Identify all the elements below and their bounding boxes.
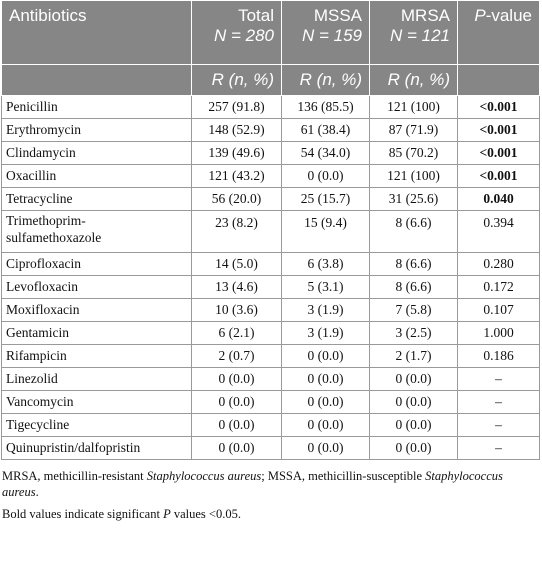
antibiotic-name: Penicillin — [2, 96, 192, 119]
footnote-species: Staphylococcus aureus — [2, 469, 503, 499]
antibiotic-name: Clindamycin — [2, 142, 192, 165]
mrsa-cell: 121 (100) — [370, 165, 458, 188]
header-sub-total: R (n, %) — [192, 65, 282, 96]
total-cell: 10 (3.6) — [192, 299, 282, 322]
table-row — [2, 345, 540, 368]
p-value-cell: 0.040 — [458, 188, 540, 211]
header-mrsa-label: MRSA — [400, 6, 450, 25]
p-value-cell: 0.107 — [458, 299, 540, 322]
footnote-text: . — [35, 485, 39, 499]
total-cell: 0 (0.0) — [192, 437, 282, 460]
mssa-cell: 0 (0.0) — [282, 391, 370, 414]
antibiotic-name: Levofloxacin — [2, 276, 192, 299]
p-value-cell: 1.000 — [458, 322, 540, 345]
mssa-cell: 25 (15.7) — [282, 188, 370, 211]
mrsa-cell: 0 (0.0) — [370, 437, 458, 460]
table-row — [2, 188, 540, 211]
total-cell: 6 (2.1) — [192, 322, 282, 345]
total-cell: 139 (49.6) — [192, 142, 282, 165]
antibiotic-name: Erythromycin — [2, 119, 192, 142]
mssa-cell: 136 (85.5) — [282, 96, 370, 119]
antibiotic-name: Linezolid — [2, 368, 192, 391]
mrsa-cell: 8 (6.6) — [370, 276, 458, 299]
table-row — [2, 211, 540, 253]
total-cell: 2 (0.7) — [192, 345, 282, 368]
p-value-cell: <0.001 — [458, 119, 540, 142]
mrsa-cell: 8 (6.6) — [370, 211, 458, 253]
total-cell: 56 (20.0) — [192, 188, 282, 211]
p-value-cell: – — [458, 368, 540, 391]
p-value-cell: 0.172 — [458, 276, 540, 299]
header-antibiotics: Antibiotics — [2, 1, 192, 65]
footnote-species: Staphylococcus aureus — [146, 469, 262, 483]
mrsa-cell: 85 (70.2) — [370, 142, 458, 165]
header-p-rest: -value — [485, 6, 532, 25]
header-sub-mssa: R (n, %) — [282, 65, 370, 96]
mrsa-cell: 0 (0.0) — [370, 368, 458, 391]
table-row — [2, 391, 540, 414]
header-mssa — [282, 1, 370, 65]
mssa-cell: 54 (34.0) — [282, 142, 370, 165]
antibiotic-name: Trimethoprim- sulfamethoxazole — [2, 211, 192, 253]
p-value-cell: 0.186 — [458, 345, 540, 368]
footnote-text: MRSA, methicillin-resistant — [2, 469, 147, 483]
mrsa-cell: 7 (5.8) — [370, 299, 458, 322]
header-mrsa — [370, 1, 458, 65]
antibiotic-name: Ciprofloxacin — [2, 253, 192, 276]
header-sub-p — [458, 65, 540, 96]
total-cell: 14 (5.0) — [192, 253, 282, 276]
p-value-cell: – — [458, 391, 540, 414]
mssa-cell: 61 (38.4) — [282, 119, 370, 142]
table-row — [2, 142, 540, 165]
table-header — [2, 1, 540, 96]
total-cell: 148 (52.9) — [192, 119, 282, 142]
mssa-cell: 3 (1.9) — [282, 322, 370, 345]
table-row — [2, 322, 540, 345]
header-total-label: Total — [238, 6, 274, 25]
mrsa-cell: 8 (6.6) — [370, 253, 458, 276]
footnote-text: values <0.05. — [170, 507, 241, 521]
mssa-cell: 3 (1.9) — [282, 299, 370, 322]
mssa-cell: 0 (0.0) — [282, 165, 370, 188]
header-total — [192, 1, 282, 65]
table-row — [2, 368, 540, 391]
antibiotic-name: Tetracycline — [2, 188, 192, 211]
mssa-cell: 0 (0.0) — [282, 437, 370, 460]
total-cell: 121 (43.2) — [192, 165, 282, 188]
mssa-cell: 0 (0.0) — [282, 345, 370, 368]
footnote-bold-explanation — [2, 506, 540, 522]
header-p-letter: P — [474, 6, 486, 25]
footnote-abbreviations — [2, 468, 540, 500]
total-cell: 0 (0.0) — [192, 391, 282, 414]
header-total-n: N = 280 — [213, 26, 274, 45]
mssa-cell: 0 (0.0) — [282, 414, 370, 437]
mrsa-cell: 2 (1.7) — [370, 345, 458, 368]
footnote-text: Bold values indicate significant — [2, 507, 164, 521]
p-value-cell: 0.280 — [458, 253, 540, 276]
antibiotic-name: Vancomycin — [2, 391, 192, 414]
table-row — [2, 414, 540, 437]
mssa-cell: 0 (0.0) — [282, 368, 370, 391]
p-value-cell: <0.001 — [458, 142, 540, 165]
mssa-cell: 15 (9.4) — [282, 211, 370, 253]
header-row — [2, 1, 540, 65]
mrsa-cell: 0 (0.0) — [370, 414, 458, 437]
table-row — [2, 299, 540, 322]
p-value-cell: <0.001 — [458, 165, 540, 188]
antibiotic-name: Tigecycline — [2, 414, 192, 437]
table-footnotes — [0, 460, 542, 522]
total-cell: 0 (0.0) — [192, 368, 282, 391]
footnote-p-letter: P — [163, 507, 171, 521]
mrsa-cell: 121 (100) — [370, 96, 458, 119]
total-cell: 23 (8.2) — [192, 211, 282, 253]
antibiotic-name: Oxacillin — [2, 165, 192, 188]
mrsa-cell: 31 (25.6) — [370, 188, 458, 211]
antibiotic-name: Gentamicin — [2, 322, 192, 345]
mrsa-cell: 87 (71.9) — [370, 119, 458, 142]
antibiotic-name: Rifampicin — [2, 345, 192, 368]
table-row — [2, 119, 540, 142]
mrsa-cell: 3 (2.5) — [370, 322, 458, 345]
mssa-cell: 6 (3.8) — [282, 253, 370, 276]
mssa-cell: 5 (3.1) — [282, 276, 370, 299]
header-mssa-label: MSSA — [313, 6, 362, 25]
header-p-value — [458, 1, 540, 65]
table-row — [2, 165, 540, 188]
total-cell: 257 (91.8) — [192, 96, 282, 119]
header-sub-mrsa: R (n, %) — [370, 65, 458, 96]
total-cell: 13 (4.6) — [192, 276, 282, 299]
antibiotic-name: Moxifloxacin — [2, 299, 192, 322]
total-cell: 0 (0.0) — [192, 414, 282, 437]
header-subrow — [2, 65, 540, 96]
table-body — [2, 96, 540, 460]
table-row — [2, 276, 540, 299]
p-value-cell: – — [458, 414, 540, 437]
mrsa-cell: 0 (0.0) — [370, 391, 458, 414]
table-row — [2, 96, 540, 119]
header-sub-empty — [2, 65, 192, 96]
table-row — [2, 437, 540, 460]
antibiotic-name: Quinupristin/dalfopristin — [2, 437, 192, 460]
antibiotic-resistance-table — [1, 0, 540, 460]
p-value-cell: – — [458, 437, 540, 460]
footnote-text: ; MSSA, methicillin-susceptible — [261, 469, 426, 483]
table-row — [2, 253, 540, 276]
p-value-cell: 0.394 — [458, 211, 540, 253]
header-mssa-n: N = 159 — [301, 26, 362, 45]
header-mrsa-n: N = 121 — [389, 26, 450, 45]
p-value-cell: <0.001 — [458, 96, 540, 119]
